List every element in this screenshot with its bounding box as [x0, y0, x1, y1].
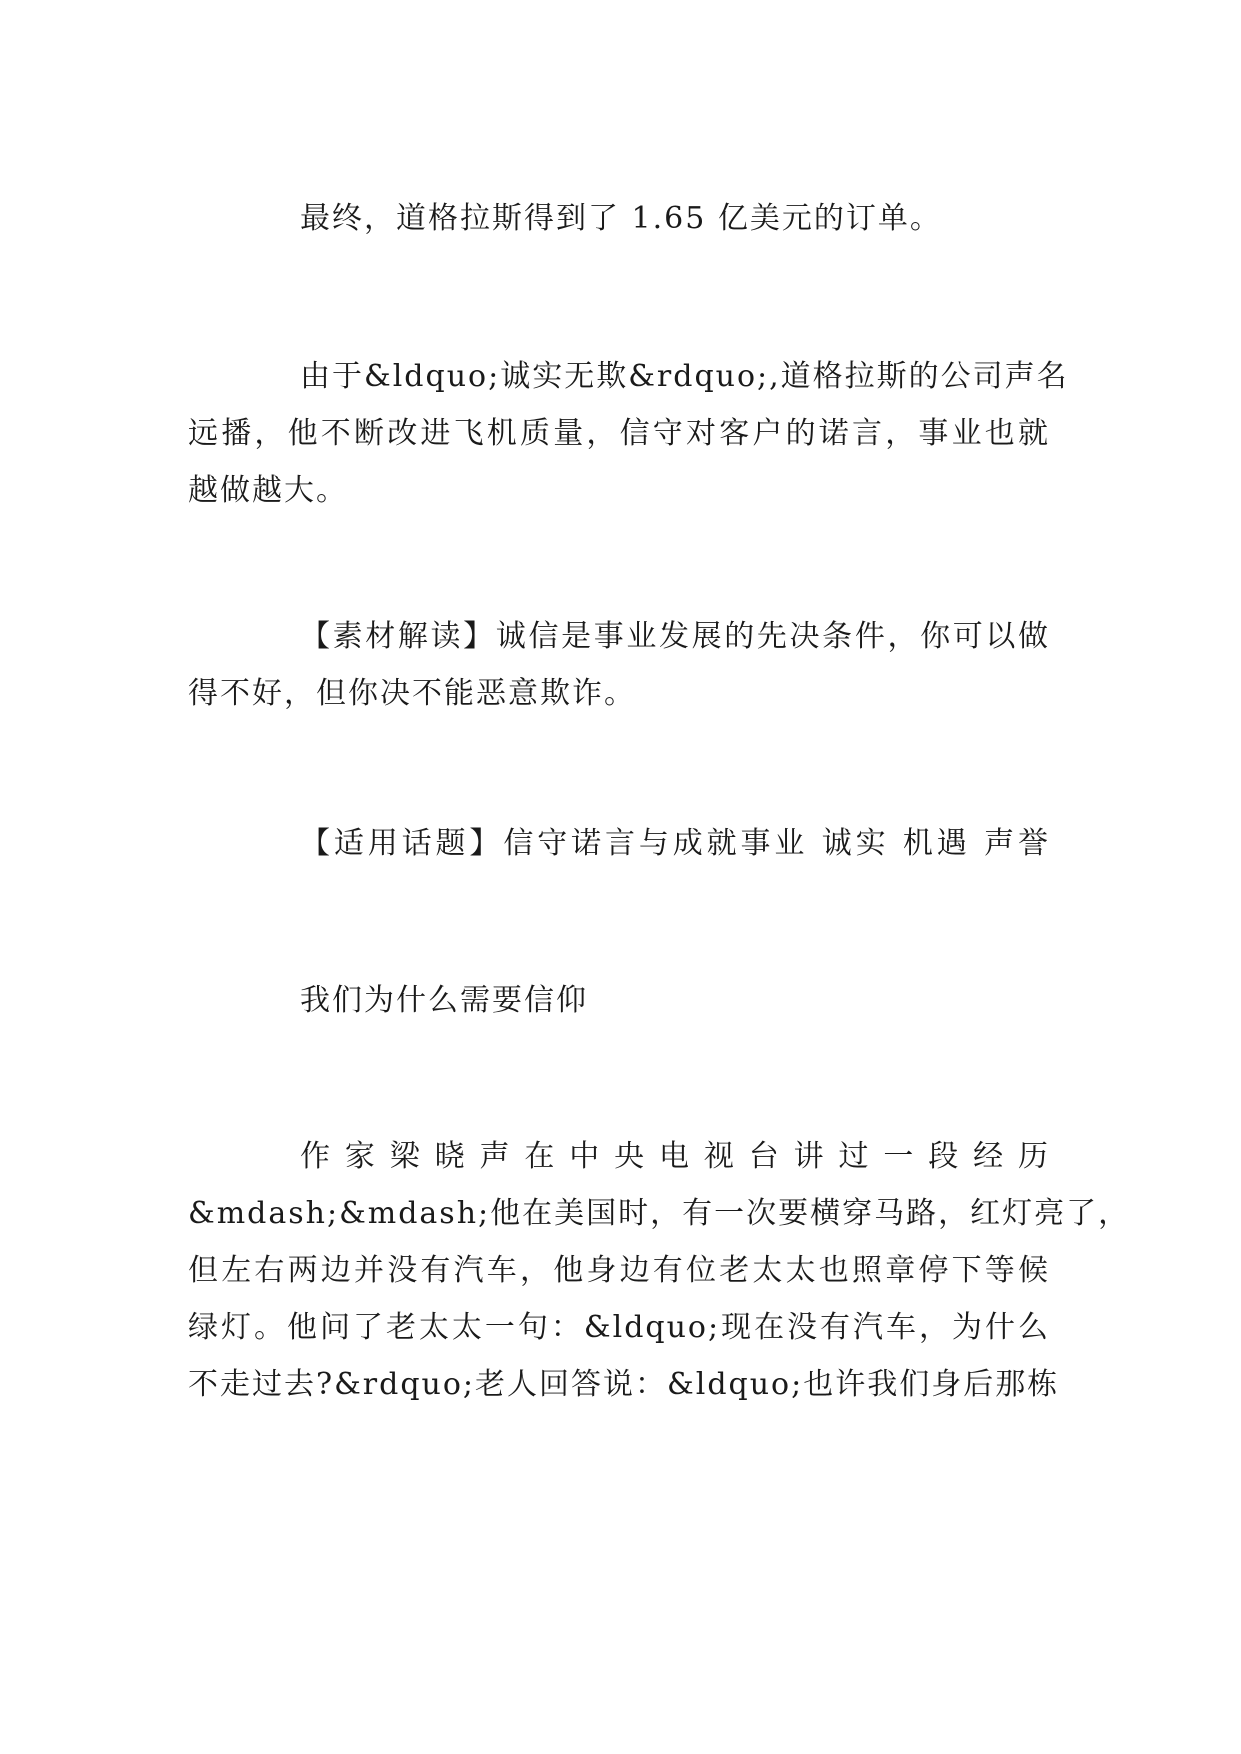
paragraph-line: 【素材解读】诚信是事业发展的先决条件，你可以做: [300, 619, 1050, 654]
paragraph-line: 作家梁晓声在中央电视台讲过一段经历: [300, 1139, 1050, 1174]
paragraph-line: 最终，道格拉斯得到了 1.65 亿美元的订单。: [300, 201, 942, 236]
paragraph-line: 远播，他不断改进飞机质量，信守对客户的诺言，事业也就: [188, 416, 1050, 451]
paragraph-applicable-topics: [188, 815, 1050, 872]
paragraph-order-result: [300, 190, 942, 247]
paragraph-line: 但左右两边并没有汽车，他身边有位老太太也照章停下等候: [188, 1253, 1050, 1288]
paragraph-line: &mdash;&mdash;他在美国时，有一次要横穿马路，红灯亮了，: [188, 1196, 1131, 1231]
paragraph-liang-xiaosheng-story: [188, 1128, 1131, 1413]
section-title-text: 我们为什么需要信仰: [300, 983, 588, 1018]
paragraph-honesty-reputation: [188, 348, 1069, 519]
section-title: [300, 972, 588, 1029]
paragraph-line: 不走过去?&rdquo;老人回答说：&ldquo;也许我们身后那栋: [188, 1367, 1060, 1402]
paragraph-material-interpretation: [188, 608, 1050, 722]
paragraph-line: 【适用话题】信守诺言与成就事业 诚实 机遇 声誉: [300, 826, 1050, 861]
paragraph-line: 由于&ldquo;诚实无欺&rdquo;,道格拉斯的公司声名: [300, 359, 1069, 394]
paragraph-line: 得不好，但你决不能恶意欺诈。: [188, 676, 636, 711]
paragraph-line: 越做越大。: [188, 473, 348, 508]
paragraph-line: 绿灯。他问了老太太一句：&ldquo;现在没有汽车，为什么: [188, 1310, 1050, 1345]
